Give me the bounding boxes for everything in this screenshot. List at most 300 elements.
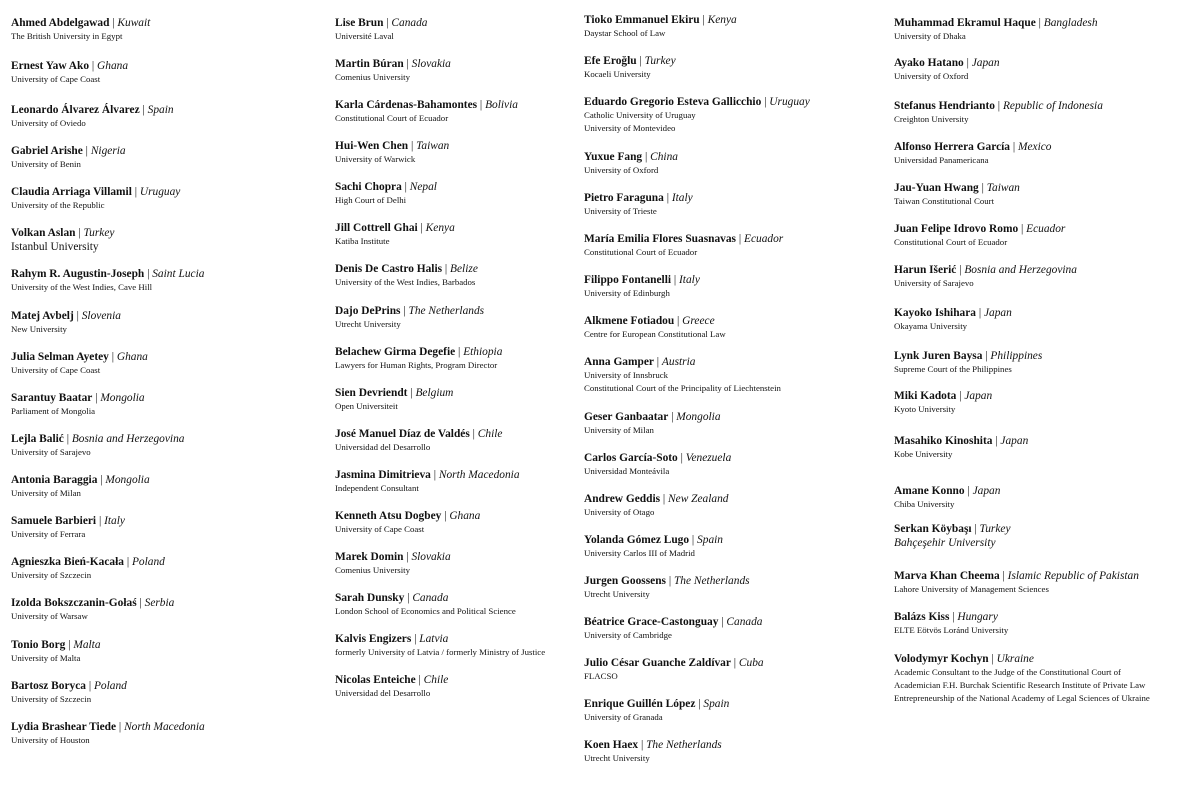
contributor-entry — [894, 181, 1020, 208]
separator: | — [82, 145, 91, 157]
contributor-entry — [894, 99, 1103, 126]
contributor-country: Italy — [671, 192, 693, 204]
contributor-country: Chile — [423, 674, 449, 686]
contributor-entry — [584, 533, 723, 560]
contributor-affiliation: University of Benin — [11, 159, 81, 169]
contributor-affiliation: University of Szczecin — [11, 694, 92, 704]
contributor-entry — [335, 262, 478, 289]
contributor-affiliation: Utrecht University — [584, 589, 650, 599]
contributor-name-line — [894, 610, 1008, 624]
contributor-name-line — [335, 180, 437, 194]
contributor-name: Enrique Guillén López — [584, 698, 696, 710]
contributor-name-line — [11, 185, 180, 199]
contributor-name: Izolda Bokszczanin-Gołaś — [11, 597, 137, 609]
contributor-affiliation: University of Oxford — [584, 165, 659, 175]
contributor-affiliation: Comenius University — [335, 565, 411, 575]
contributor-entry — [894, 222, 1065, 249]
separator: | — [665, 575, 674, 587]
contributor-name: Jau-Yuan Hwang — [894, 182, 979, 194]
contributor-country: Belgium — [415, 387, 454, 399]
contributor-name-line — [11, 309, 121, 323]
contributor-country: The Netherlands — [673, 575, 750, 587]
contributor-entry — [11, 350, 148, 377]
contributor-name-line — [11, 103, 174, 117]
contributor-name: Carlos García-Soto — [584, 452, 678, 464]
contributor-affiliation: University of Montevideo — [584, 123, 676, 133]
contributor-entry — [894, 652, 1150, 705]
separator: | — [663, 192, 672, 204]
contributor-affiliation: University of Dhaka — [894, 31, 966, 41]
contributor-entry — [11, 596, 174, 623]
contributor-entry — [894, 434, 1028, 461]
contributor-name-line — [11, 679, 127, 693]
contributor-country: Turkey — [83, 227, 115, 239]
contributor-affiliation: Universidad Panamericana — [894, 155, 989, 165]
contributor-entry — [335, 591, 516, 618]
separator: | — [636, 55, 645, 67]
separator: | — [144, 268, 153, 280]
separator: | — [65, 639, 74, 651]
contributor-entry — [584, 656, 764, 683]
separator: | — [695, 698, 704, 710]
contributor-name: Lydia Brashear Tiede — [11, 721, 117, 733]
separator: | — [442, 263, 451, 275]
contributor-name: Pietro Faraguna — [584, 192, 664, 204]
contributor-entry — [584, 697, 729, 724]
contributor-name: Lynk Juren Baysa — [894, 350, 983, 362]
contributor-name-line — [584, 533, 723, 547]
contributor-entry — [335, 98, 518, 125]
contributor-country: Poland — [93, 680, 127, 692]
contributor-affiliation: University of Trieste — [584, 206, 657, 216]
contributor-name-line — [11, 59, 128, 73]
contributor-affiliation: ELTE Eötvös Loránd University — [894, 625, 1009, 635]
contributor-affiliation: University of Szczecin — [11, 570, 92, 580]
contributor-affiliation: Université Laval — [335, 31, 394, 41]
contributor-name-line — [11, 720, 205, 734]
contributor-name: Claudia Arriaga Villamil — [11, 186, 132, 198]
contributor-name: Antonia Baraggia — [11, 474, 98, 486]
contributor-entry — [894, 389, 992, 416]
contributor-entry — [894, 569, 1139, 596]
contributor-country: New Zealand — [668, 493, 729, 505]
contributor-entry — [11, 267, 204, 294]
contributor-country: Italy — [104, 515, 125, 527]
contributor-name: Tonio Borg — [11, 639, 66, 651]
contributor-entry — [335, 673, 448, 700]
contributor-affiliation: Chiba University — [894, 499, 955, 509]
separator: | — [136, 597, 145, 609]
contributor-name-line — [11, 555, 165, 569]
separator: | — [1035, 17, 1044, 29]
separator: | — [441, 510, 450, 522]
separator: | — [956, 390, 965, 402]
contributor-name: Marva Khan Cheema — [894, 570, 1000, 582]
contributor-affiliation: Utrecht University — [335, 319, 401, 329]
contributor-entry — [335, 345, 502, 372]
contributor-country: Greece — [682, 315, 715, 327]
contributor-name-line — [335, 427, 502, 441]
contributor-country: Mongolia — [100, 392, 145, 404]
contributor-entry — [11, 16, 150, 43]
contributor-name: Amane Konno — [894, 485, 965, 497]
contributor-affiliation: Academic Consultant to the Judge of the Constitutional Court of — [894, 667, 1121, 677]
contributor-affiliation: Universidad del Desarrollo — [335, 442, 431, 452]
contributor-country: Mexico — [1017, 141, 1052, 153]
contributor-affiliation: Constitutional Court of Ecuador — [335, 113, 449, 123]
contributor-entry — [894, 306, 1012, 333]
contributor-name-line — [584, 355, 781, 369]
contributor-name: Lise Brun — [335, 17, 384, 29]
contributor-country: Austria — [661, 356, 696, 368]
contributor-name: Samuele Barbieri — [11, 515, 97, 527]
contributor-country: Ecuador — [743, 233, 784, 245]
contributor-country: Canada — [391, 17, 428, 29]
separator: | — [403, 551, 412, 563]
contributor-name-line — [894, 484, 1000, 498]
contributor-name: Béatrice Grace-Castonguay — [584, 616, 719, 628]
contributor-country: The Netherlands — [646, 739, 722, 751]
separator: | — [988, 653, 997, 665]
contributor-affiliation: Universidad del Desarrollo — [335, 688, 431, 698]
contributor-entry — [11, 473, 150, 500]
contributor-name-line — [11, 350, 148, 364]
separator: | — [123, 556, 132, 568]
contributor-country: Canada — [412, 592, 449, 604]
contributor-affiliation: University of the West Indies, Barbados — [335, 277, 476, 287]
contributor-affiliation: Daystar School of Law — [584, 28, 666, 38]
contributor-name-line — [335, 16, 427, 30]
contributor-name: Andrew Geddis — [584, 493, 661, 505]
contributor-name-line — [11, 16, 150, 30]
contributor-name-line — [11, 391, 145, 405]
contributor-entry — [11, 514, 125, 541]
contributor-affiliation: University of Innsbruck — [584, 370, 669, 380]
contributor-country: Bangladesh — [1043, 17, 1098, 29]
contributor-affiliation: University of Edinburgh — [584, 288, 670, 298]
contributor-name: Sarah Dunsky — [335, 592, 405, 604]
contributor-entry — [894, 140, 1052, 167]
separator: | — [956, 264, 965, 276]
contributor-name: Sien Devriendt — [335, 387, 408, 399]
separator: | — [671, 274, 680, 286]
contributor-name: Yuxue Fang — [584, 151, 643, 163]
contributor-country: Ghana — [449, 510, 481, 522]
contributor-affiliation: Creighton University — [894, 114, 969, 124]
contributor-affiliation: University Carlos III of Madrid — [584, 548, 695, 558]
contributor-name-line — [335, 591, 516, 605]
contributor-affiliation: University of Granada — [584, 712, 663, 722]
separator: | — [109, 17, 118, 29]
contributor-affiliation: Parliament of Mongolia — [11, 406, 96, 416]
contributor-entry — [335, 509, 480, 536]
contributor-country: Bosnia and Herzegovina — [71, 433, 185, 445]
contributor-affiliation: University of Otago — [584, 507, 655, 517]
contributor-entry — [584, 314, 726, 341]
contributor-country: Canada — [726, 616, 763, 628]
contributor-name: Yolanda Gómez Lugo — [584, 534, 690, 546]
contributor-name-line — [335, 98, 518, 112]
contributor-name: Efe Eroğlu — [584, 55, 637, 67]
contributor-affiliation: University of Houston — [11, 735, 90, 745]
separator: | — [677, 452, 686, 464]
contributor-affiliation: University of the Republic — [11, 200, 105, 210]
contributor-country: Japan — [1000, 435, 1029, 447]
contributor-name: Lejla Balić — [11, 433, 64, 445]
contributor-name-line — [11, 267, 204, 281]
contributor-country: Spain — [147, 104, 174, 116]
contributor-country: Ethiopia — [463, 346, 503, 358]
contributor-name-line — [584, 314, 726, 328]
contributor-country: Japan — [972, 485, 1001, 497]
separator: | — [403, 58, 412, 70]
separator: | — [63, 433, 72, 445]
contributor-affiliation: University of Sarajevo — [11, 447, 91, 457]
contributor-name-line — [894, 140, 1052, 154]
contributor-affiliation: University of Oxford — [894, 71, 969, 81]
contributor-name: Kenneth Atsu Dogbey — [335, 510, 442, 522]
contributor-country: Malta — [73, 639, 101, 651]
contributor-name-line — [894, 181, 1020, 195]
contributor-country: Bolivia — [485, 99, 518, 111]
separator: | — [383, 17, 392, 29]
contributor-country: Mongolia — [105, 474, 150, 486]
contributor-name-line — [894, 263, 1077, 277]
separator: | — [1010, 141, 1018, 153]
separator: | — [978, 182, 987, 194]
contributor-affiliation: University of Warwick — [335, 154, 416, 164]
contributor-country: Ecuador — [1026, 223, 1066, 235]
contributor-entry — [584, 54, 676, 81]
contributor-name-line — [11, 638, 101, 652]
contributor-name: Alfonso Herrera García — [894, 141, 1010, 153]
contributor-entry — [11, 185, 180, 212]
contributor-entry — [584, 191, 693, 218]
contributor-entry — [11, 638, 101, 665]
contributor-name: Karla Cárdenas-Bahamontes — [335, 99, 478, 111]
separator: | — [982, 350, 991, 362]
contributor-entry — [11, 391, 145, 418]
separator: | — [730, 657, 739, 669]
contributor-affiliation: University of Cape Coast — [11, 74, 101, 84]
contributor-name-line — [11, 514, 125, 528]
contributor-entry — [894, 522, 1011, 550]
contributor-name-line — [335, 57, 451, 71]
contributor-affiliation: Bahçeşehir University — [894, 537, 996, 549]
contributor-affiliation: University of Cape Coast — [335, 524, 425, 534]
contributor-country: Nigeria — [90, 145, 126, 157]
separator: | — [668, 411, 677, 423]
contributor-name: Marek Domin — [335, 551, 404, 563]
contributor-affiliation: Istanbul University — [11, 241, 99, 253]
contributor-entry — [11, 555, 165, 582]
contributor-name: Bartosz Boryca — [11, 680, 86, 692]
contributor-affiliation: Lahore University of Management Sciences — [894, 584, 1049, 594]
contributor-affiliation: University of Milan — [11, 488, 81, 498]
contributor-name: Jurgen Goossens — [584, 575, 666, 587]
contributor-country: Mongolia — [676, 411, 721, 423]
contributor-country: The Netherlands — [408, 305, 485, 317]
contributor-name: Anna Gamper — [584, 356, 654, 368]
separator: | — [994, 100, 1003, 112]
contributor-name-line — [584, 273, 700, 287]
contributor-country: Turkey — [644, 55, 676, 67]
contributor-name: Ayako Hatano — [894, 57, 964, 69]
contributor-name-line — [335, 262, 478, 276]
contributor-country: Uruguay — [769, 96, 810, 108]
contributor-country: North Macedonia — [438, 469, 520, 481]
separator: | — [97, 474, 106, 486]
contributor-name-line — [894, 569, 1139, 583]
contributor-name-line — [335, 345, 502, 359]
contributor-name-line — [584, 150, 678, 164]
contributor-name-line — [11, 432, 184, 446]
separator: | — [718, 616, 727, 628]
contributor-name: Ernest Yaw Ako — [11, 60, 90, 72]
contributor-country: China — [650, 151, 678, 163]
contributor-entry — [11, 309, 121, 336]
separator: | — [89, 60, 98, 72]
contributor-affiliation: University of Ferrara — [11, 529, 86, 539]
contributor-country: Slovenia — [81, 310, 121, 322]
contributor-name-line — [11, 473, 150, 487]
contributor-name-line — [335, 304, 484, 318]
contributor-name-line — [335, 468, 520, 482]
contributor-country: Kenya — [707, 14, 737, 26]
contributor-affiliation: Universidad Monteávila — [584, 466, 670, 476]
contributor-country: Turkey — [979, 523, 1011, 535]
contributor-name: José Manuel Díaz de Valdés — [335, 428, 470, 440]
contributor-name: Tioko Emmanuel Ekiru — [584, 14, 700, 26]
contributor-affiliation: Entrepreneurship of the National Academy of Legal Sciences of Ukraine — [894, 693, 1150, 703]
contributor-name-line — [584, 95, 810, 109]
contributor-name-line — [335, 632, 545, 646]
contributor-entry — [335, 427, 502, 454]
contributor-name: Sarantuy Baatar — [11, 392, 93, 404]
contributor-name: Agnieszka Bień-Kacała — [11, 556, 124, 568]
separator: | — [642, 151, 651, 163]
contributor-name-line — [584, 574, 750, 588]
separator: | — [75, 227, 84, 239]
contributor-entry — [11, 59, 128, 86]
separator: | — [660, 493, 669, 505]
separator: | — [108, 351, 117, 363]
contributor-name-line — [894, 434, 1028, 448]
contributor-name-line — [335, 550, 451, 564]
separator: | — [963, 57, 972, 69]
contributor-name-line — [584, 54, 676, 68]
contributor-affiliation: Independent Consultant — [335, 483, 419, 493]
contributor-affiliation: Kobe University — [894, 449, 953, 459]
contributor-affiliation: The British University in Egypt — [11, 31, 123, 41]
contributor-name: Leonardo Álvarez Álvarez — [11, 104, 140, 116]
contributor-country: Italy — [679, 274, 700, 286]
contributor-country: Republic of Indonesia — [1002, 100, 1103, 112]
separator: | — [999, 570, 1008, 582]
contributor-entry — [335, 57, 451, 84]
contributor-name-line — [894, 56, 1000, 70]
contributor-entry — [584, 574, 750, 601]
contributor-name-line — [335, 509, 480, 523]
contributor-entry — [11, 103, 174, 130]
contributor-affiliation: Catholic University of Uruguay — [584, 110, 696, 120]
contributor-name-line — [584, 451, 731, 465]
contributor-entry — [894, 263, 1077, 290]
contributor-name: Geser Ganbaatar — [584, 411, 669, 423]
contributor-affiliation: University of Malta — [11, 653, 81, 663]
contributor-entry — [11, 144, 126, 171]
contributor-name: Juan Felipe Idrovo Romo — [894, 223, 1019, 235]
contributor-entry — [11, 226, 114, 254]
contributor-entry — [584, 492, 728, 519]
separator: | — [992, 435, 1001, 447]
contributor-entry — [894, 610, 1008, 637]
contributor-name-line — [335, 386, 453, 400]
contributor-entry — [335, 386, 453, 413]
separator: | — [689, 534, 698, 546]
contributor-country: Belize — [450, 263, 478, 275]
contributor-affiliation: University of Milan — [584, 425, 654, 435]
contributor-name-line — [894, 222, 1065, 236]
contributor-name: Hui-Wen Chen — [335, 140, 409, 152]
contributor-name: Harun Išerić — [894, 264, 957, 276]
separator: | — [92, 392, 101, 404]
separator: | — [638, 739, 647, 751]
contributor-entry — [584, 355, 781, 395]
contributor-entry — [11, 720, 205, 747]
contributor-name: Kalvis Engizers — [335, 633, 412, 645]
contributor-entry — [584, 738, 722, 765]
separator: | — [761, 96, 770, 108]
contributor-name-line — [894, 16, 1098, 30]
contributor-entry — [11, 679, 127, 706]
contributor-affiliation: University of Warsaw — [11, 611, 88, 621]
contributor-name-line — [11, 226, 114, 240]
contributor-name: Julio César Guanche Zaldívar — [584, 657, 731, 669]
contributor-affiliation: University of Cambridge — [584, 630, 672, 640]
contributor-name: Matej Avbelj — [11, 310, 74, 322]
contributor-country: Islamic Republic of Pakistan — [1007, 570, 1139, 582]
contributor-entry — [335, 304, 484, 331]
contributor-entry — [584, 451, 731, 478]
contributor-name: Belachew Girma Degefie — [335, 346, 456, 358]
contributor-affiliation: Lawyers for Human Rights, Program Director — [335, 360, 498, 370]
contributor-name-line — [584, 492, 728, 506]
contributor-country: Spain — [703, 698, 730, 710]
contributor-entry — [584, 273, 700, 300]
contributor-country: Slovakia — [411, 58, 451, 70]
contributor-name-line — [335, 673, 448, 687]
contributor-name-line — [584, 13, 737, 27]
separator: | — [971, 523, 980, 535]
separator: | — [131, 186, 140, 198]
contributor-name-line — [335, 221, 455, 235]
contributor-affiliation: Constitutional Court of Ecuador — [894, 237, 1008, 247]
contributor-entry — [584, 615, 763, 642]
contributor-name: Jill Cottrell Ghai — [335, 222, 418, 234]
contributor-country: Venezuela — [685, 452, 732, 464]
contributor-name-line — [894, 652, 1150, 666]
contributor-affiliation: FLACSO — [584, 671, 618, 681]
contributor-affiliation: Academician F.H. Burchak Scientific Research Institute of Private Law — [894, 680, 1146, 690]
contributor-name: Julia Selman Ayetey — [11, 351, 109, 363]
separator: | — [401, 181, 410, 193]
contributor-country: Poland — [131, 556, 165, 568]
separator: | — [1018, 223, 1027, 235]
contributor-name-line — [11, 144, 126, 158]
separator: | — [407, 387, 416, 399]
separator: | — [699, 14, 708, 26]
